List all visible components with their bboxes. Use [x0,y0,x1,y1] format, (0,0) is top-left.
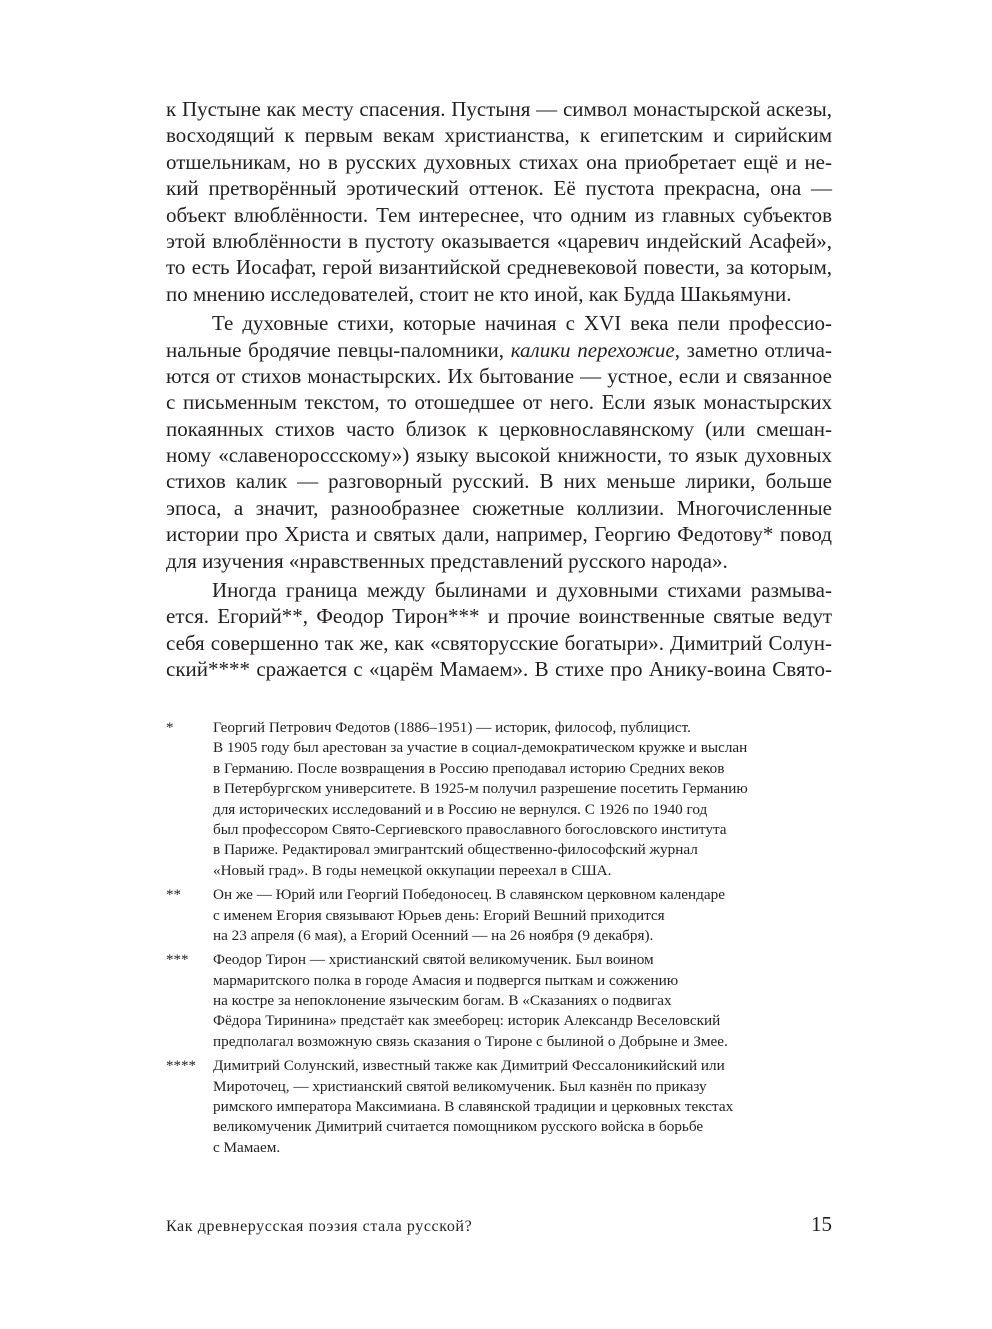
footnote-line: Мироточец, — христианский святой великомученик. Был казнён по приказу [213,1077,707,1095]
footnote-text [213,718,832,881]
page-number: 15 [811,1212,832,1236]
text-line: кий претворённый эротический оттенок. Её пустота прекрасна, она — [166,176,832,201]
footnote-line: римского императора Максимиана. В славянской традиции и церковных текстах [213,1098,734,1116]
text-line: эпоса, а значит, разнообразнее сюжетные коллизии. Многочисленные [166,495,832,520]
footnote-line: в Петербургском университете. В 1925-м получил разрешение посетить Германию [213,780,748,798]
footnote-line: с Мамаем. [213,1138,281,1156]
footnote [166,718,832,881]
text-line: Те духовные стихи, которые начиная с XVI века пели профессио- [212,311,832,336]
footnote-line: был профессором Свято-Сергиевского православного богословского института [213,820,727,838]
footnote-line: с именем Егория связывают Юрьев день: Егорий Вешний приходится [213,906,665,924]
footnote-line: Феодор Тирон — христианский святой великомученик. Был воином [213,951,654,969]
text-line: объект влюблённости. Тем интереснее, что одним из главных субъектов [166,202,832,227]
footnote-line: В 1905 году был арестован за участие в социал-демократическом кружке и выслан [213,739,748,757]
footnote-line: на 23 апреля (6 мая), а Егорий Осенний — на 26 ноября (9 декабря). [213,926,654,944]
footnote-line: мармаритского полка в городе Амасия и подвергся пыткам и сожжению [213,971,679,989]
footnote-mark: ** [166,887,181,904]
footnote-line: Димитрий Солунский, известный также как Димитрий Фессалоникийский или [213,1057,725,1075]
footnote-line: в Германию. После возвращения в Россию преподавал историю Средних веков [213,759,725,777]
footnote-line: Фёдора Тиринина» предстаёт как змееборец: историк Александр Веселовский [213,1012,721,1030]
footnote-line: Он же — Юрий или Георгий Победоносец. В славянском церковном календаре [213,886,725,904]
paragraph [166,310,832,574]
running-title: Как древнерусская поэзия стала русской? [166,1218,473,1235]
text-line: этой влюблённости в пустоту оказывается «царевич индейский Асафей», [166,228,832,253]
text-line: ются от стихов монастырских. Их бытование — устное, если и связанное [166,363,832,388]
footnote [166,885,832,946]
text-line: для изучения «нравственных представлений русского народа». [166,548,728,573]
footnote-line: в Париже. Редактировал эмигрантский общественно-философский журнал [213,841,698,859]
footnote-mark: * [166,720,174,736]
footnote-text [213,950,832,1052]
footnote [166,950,832,1052]
footnote-line: на костре за непоклонение языческим богам. В «Сказаниях о подвигах [213,992,672,1010]
text-line: восходящий к первым векам христианства, к египетским и сирийским [166,123,832,148]
text-line: себя совершенно так же, как «святорусские богатыри». Димитрий Солун- [166,630,832,655]
footnote-mark: **** [166,1058,196,1075]
text-span: нальные бродячие певцы-паломники, [166,337,511,362]
footnote-text [213,1056,832,1158]
page-footer [166,1212,832,1237]
main-text [166,96,832,683]
text-line: ется. Егорий**, Феодор Тирон*** и прочие воинственные святые ведут [166,604,832,629]
text-line: отшельникам, но в русских духовных стихах она приобретает ещё и не- [166,149,832,174]
paragraph [166,577,832,683]
text-line: ский**** сражается с «царём Мамаем». В стихе про Анику-воина Свято- [166,657,832,682]
paragraph [166,96,832,307]
footnote-line: Георгий Петрович Федотов (1886–1951) — историк, философ, публицист. [213,719,691,736]
text-line: ному «славенороссскому») языку высокой книжности, то язык духовных [166,443,832,468]
text-line: с письменным текстом, то отошедшее от него. Если язык монастырских [166,390,832,415]
text-line: Иногда граница между былинами и духовными стихами размыва- [212,578,832,603]
footnotes [166,718,832,1162]
footnote-line: для исторических исследований и в Россию не вернулся. С 1926 по 1940 год [213,800,708,818]
footnote-line: «Новый град». В годы немецкой оккупации переехал в США. [213,861,612,879]
text-line-with-italic [166,337,832,363]
text-line: покаянных стихов часто близок к церковнославянскому (или смешан- [166,416,832,441]
text-line: к Пустыне как месту спасения. Пустыня — символ монастырской аскезы, [166,97,832,121]
footnote-line: предполагал возможную связь сказания о Тироне с былиной о Добрыне и Змее. [213,1032,728,1050]
text-line: по мнению исследователей, стоит не кто иной, как Будда Шакьямуни. [166,281,792,306]
footnote-mark: *** [166,952,189,969]
footnote-text [213,885,832,946]
text-span: , заметно отлича- [674,337,832,362]
footnote [166,1056,832,1158]
text-line: стихов калик — разговорный русский. В них меньше лирики, больше [166,469,832,494]
footnote-line: великомученик Димитрий считается помощником русского войска в борьбе [213,1118,704,1136]
text-line: истории про Христа и святых дали, например, Георгию Федотову* повод [166,522,832,547]
italic-term: калики перехожие [510,337,675,362]
text-line: то есть Иосафат, герой византийской средневековой повести, за которым, [166,255,832,280]
